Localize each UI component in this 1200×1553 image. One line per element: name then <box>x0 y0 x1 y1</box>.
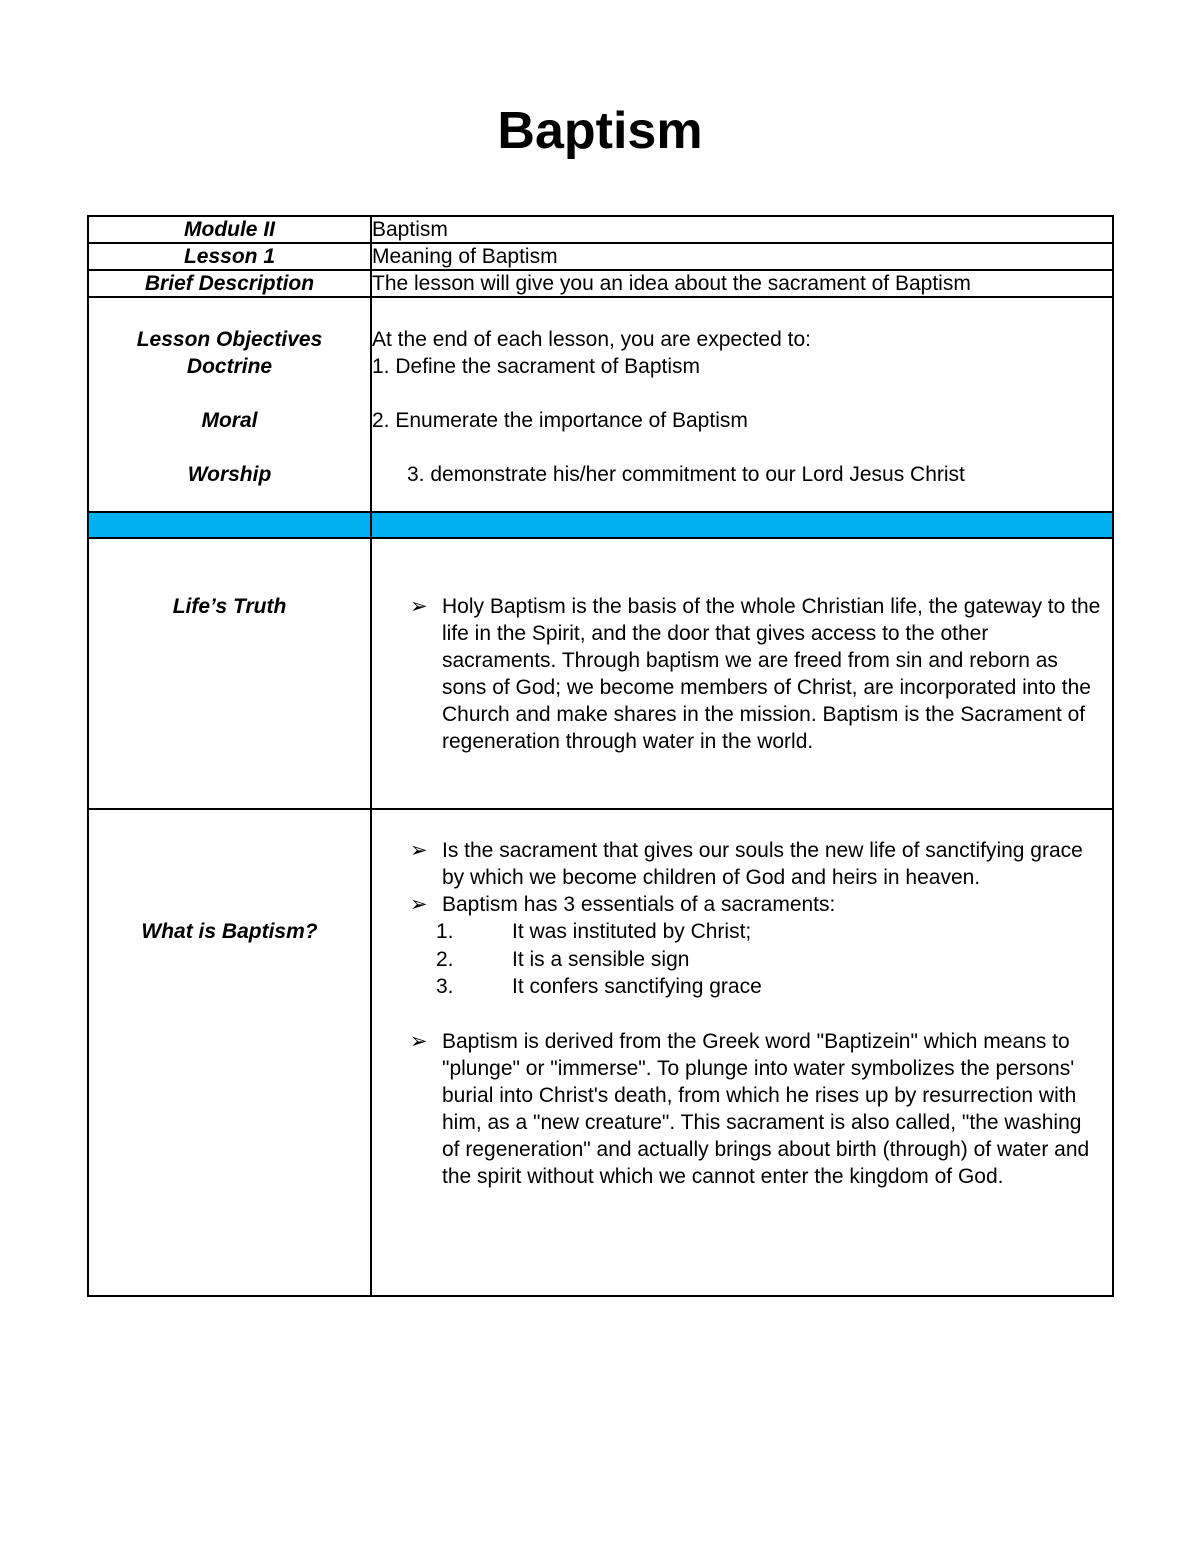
what-is-bullet-3: Baptism is derived from the Greek word "Baptizein" which means to "plunge" or "immerse". To plunge into water symbolizes the persons' burial into Christ's death, from which he rises up by resurrection with him, as a "new creature". This sacrament is also called, "the washing of regeneration" and actually brings about birth (through) of water and the spirit without which we cannot enter the kingdom of God. <box>442 1029 1090 1188</box>
table-row <box>88 243 1113 270</box>
brief-description-label: Brief Description <box>88 270 371 297</box>
lifes-truth-label-cell <box>88 538 371 809</box>
arrow-bullet-icon: ➢ <box>410 839 428 862</box>
table-row <box>88 809 1113 1296</box>
table-row <box>88 270 1113 297</box>
arrow-bullet-icon: ➢ <box>410 893 428 916</box>
arrow-bullet-icon: ➢ <box>410 595 428 618</box>
essential-text: It was instituted by Christ; <box>512 920 752 943</box>
what-is-baptism-label: What is Baptism? <box>141 920 318 943</box>
list-item <box>372 891 1112 918</box>
what-is-bullet-1: Is the sacrament that gives our souls the new life of sanctifying grace by which we become children of God and heirs in heaven. <box>442 839 1083 889</box>
lesson-objectives-label: Lesson Objectives <box>136 328 323 351</box>
essential-text: It is a sensible sign <box>512 947 690 971</box>
table-row <box>88 216 1113 243</box>
objectives-intro: At the end of each lesson, you are expected to: <box>372 328 811 351</box>
lesson-value: Meaning of Baptism <box>371 243 1113 270</box>
objective-item: 2. Enumerate the importance of Baptism <box>372 409 748 432</box>
lifes-truth-value-cell <box>371 538 1113 809</box>
doctrine-label: Doctrine <box>186 355 273 378</box>
list-item <box>372 1028 1112 1190</box>
essential-number: 2. <box>436 947 454 971</box>
what-is-value-cell <box>371 809 1113 1296</box>
worship-label: Worship <box>187 463 272 486</box>
list-item <box>372 837 1112 891</box>
blue-band-cell <box>88 512 371 538</box>
blue-band-cell <box>371 512 1113 538</box>
what-is-label-cell <box>88 809 371 1296</box>
essentials-list <box>372 918 1112 1001</box>
page-title: Baptism <box>497 102 703 160</box>
essential-number: 1. <box>436 920 454 943</box>
list-item <box>372 593 1112 755</box>
moral-label: Moral <box>201 409 258 432</box>
lifes-truth-text: Holy Baptism is the basis of the whole Christian life, the gateway to the life in the Spirit, and the door that gives access to the other sacraments. Through baptism we are freed from sin and reborn as sons of God; we become members of Christ, are incorporated into the Church and make shares in the mission. Baptism is the Sacrament of regeneration through water in the world. <box>442 595 1101 753</box>
lifes-truth-label: Life’s Truth <box>172 595 287 618</box>
list-item <box>372 918 1112 946</box>
lesson-table <box>87 215 1114 1297</box>
table-row <box>88 538 1113 809</box>
table-row <box>88 297 1113 512</box>
objectives-label-cell <box>88 297 371 512</box>
arrow-bullet-icon: ➢ <box>410 1029 428 1053</box>
blue-band-row <box>88 512 1113 538</box>
essential-number: 3. <box>436 975 454 998</box>
what-is-bullet-2: Baptism has 3 essentials of a sacraments: <box>442 893 836 916</box>
list-item <box>372 973 1112 1001</box>
objectives-value-cell <box>371 297 1113 512</box>
objective-item: 1. Define the sacrament of Baptism <box>372 355 700 378</box>
objective-item: 3. demonstrate his/her commitment to our Lord Jesus Christ <box>407 463 965 486</box>
lesson-label: Lesson 1 <box>88 243 371 270</box>
essential-text: It confers sanctifying grace <box>512 975 762 998</box>
brief-description-value: The lesson will give you an idea about the sacrament of Baptism <box>371 270 1113 297</box>
module-label: Module II <box>88 216 371 243</box>
list-item <box>372 946 1112 974</box>
module-value: Baptism <box>371 216 1113 243</box>
